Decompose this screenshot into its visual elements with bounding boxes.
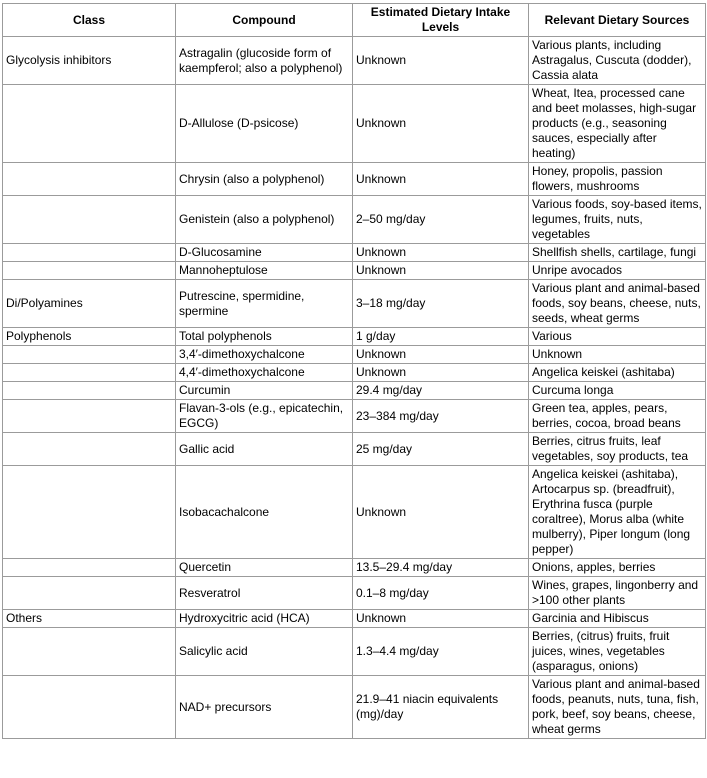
table-row xyxy=(3,244,706,262)
header-sources: Relevant Dietary Sources xyxy=(529,4,706,37)
compound-cell: Putrescine, spermidine, spermine xyxy=(176,280,353,328)
sources-cell: Curcuma longa xyxy=(529,382,706,400)
table-row xyxy=(3,466,706,559)
intake-cell: 0.1–8 mg/day xyxy=(353,577,529,610)
table-row xyxy=(3,163,706,196)
compound-cell: Total polyphenols xyxy=(176,328,353,346)
sources-cell: Wines, grapes, lingonberry and >100 other plants xyxy=(529,577,706,610)
class-cell xyxy=(3,364,176,382)
compound-cell: Curcumin xyxy=(176,382,353,400)
table-row xyxy=(3,346,706,364)
sources-cell: Berries, citrus fruits, leaf vegetables, soy products, tea xyxy=(529,433,706,466)
class-cell xyxy=(3,346,176,364)
sources-cell: Wheat, Itea, processed cane and beet molasses, high-sugar products (e.g., seasoning sauces, especially after heating) xyxy=(529,85,706,163)
table-header-row xyxy=(3,4,706,37)
table-row xyxy=(3,400,706,433)
class-cell: Polyphenols xyxy=(3,328,176,346)
table-row xyxy=(3,196,706,244)
sources-cell: Various foods, soy-based items, legumes, fruits, nuts, vegetables xyxy=(529,196,706,244)
sources-cell: Angelica keiskei (ashitaba), Artocarpus sp. (breadfruit), Erythrina fusca (purple coraltree), Morus alba (white mulberry), Piper longum (long pepper) xyxy=(529,466,706,559)
dietary-compounds-table xyxy=(2,3,706,739)
header-class: Class xyxy=(3,4,176,37)
intake-cell: Unknown xyxy=(353,37,529,85)
compound-cell: D-Allulose (D-psicose) xyxy=(176,85,353,163)
sources-cell: Honey, propolis, passion flowers, mushrooms xyxy=(529,163,706,196)
sources-cell: Unknown xyxy=(529,346,706,364)
sources-cell: Various xyxy=(529,328,706,346)
intake-cell: 1 g/day xyxy=(353,328,529,346)
compound-cell: Genistein (also a polyphenol) xyxy=(176,196,353,244)
table-row xyxy=(3,280,706,328)
class-cell xyxy=(3,196,176,244)
compound-cell: D-Glucosamine xyxy=(176,244,353,262)
compound-cell: Salicylic acid xyxy=(176,628,353,676)
sources-cell: Various plant and animal-based foods, peanuts, nuts, tuna, fish, pork, beef, soy beans, cheese, wheat germs xyxy=(529,676,706,739)
intake-cell: 13.5–29.4 mg/day xyxy=(353,559,529,577)
compound-cell: 3,4′-dimethoxychalcone xyxy=(176,346,353,364)
class-cell xyxy=(3,244,176,262)
compound-cell: Resveratrol xyxy=(176,577,353,610)
table-body xyxy=(3,37,706,739)
class-cell: Others xyxy=(3,610,176,628)
class-cell xyxy=(3,577,176,610)
sources-cell: Onions, apples, berries xyxy=(529,559,706,577)
table-row xyxy=(3,85,706,163)
table-row xyxy=(3,676,706,739)
intake-cell: 29.4 mg/day xyxy=(353,382,529,400)
sources-cell: Garcinia and Hibiscus xyxy=(529,610,706,628)
compound-cell: Flavan-3-ols (e.g., epicatechin, EGCG) xyxy=(176,400,353,433)
intake-cell: 25 mg/day xyxy=(353,433,529,466)
table-row xyxy=(3,433,706,466)
intake-cell: Unknown xyxy=(353,466,529,559)
intake-cell: Unknown xyxy=(353,610,529,628)
class-cell xyxy=(3,85,176,163)
table-row xyxy=(3,559,706,577)
class-cell: Glycolysis inhibitors xyxy=(3,37,176,85)
compound-cell: 4,4′-dimethoxychalcone xyxy=(176,364,353,382)
intake-cell: Unknown xyxy=(353,244,529,262)
compound-cell: NAD+ precursors xyxy=(176,676,353,739)
sources-cell: Green tea, apples, pears, berries, cocoa, broad beans xyxy=(529,400,706,433)
class-cell xyxy=(3,262,176,280)
class-cell xyxy=(3,400,176,433)
table-row xyxy=(3,610,706,628)
header-compound: Compound xyxy=(176,4,353,37)
table-row xyxy=(3,382,706,400)
intake-cell: 3–18 mg/day xyxy=(353,280,529,328)
class-cell xyxy=(3,382,176,400)
compound-cell: Quercetin xyxy=(176,559,353,577)
compound-cell: Gallic acid xyxy=(176,433,353,466)
class-cell xyxy=(3,559,176,577)
intake-cell: Unknown xyxy=(353,163,529,196)
compound-cell: Isobacachalcone xyxy=(176,466,353,559)
compound-cell: Mannoheptulose xyxy=(176,262,353,280)
class-cell xyxy=(3,628,176,676)
intake-cell: Unknown xyxy=(353,262,529,280)
sources-cell: Shellfish shells, cartilage, fungi xyxy=(529,244,706,262)
intake-cell: Unknown xyxy=(353,85,529,163)
sources-cell: Various plant and animal-based foods, soy beans, cheese, nuts, seeds, wheat germs xyxy=(529,280,706,328)
intake-cell: 23–384 mg/day xyxy=(353,400,529,433)
class-cell xyxy=(3,433,176,466)
intake-cell: 2–50 mg/day xyxy=(353,196,529,244)
table-row xyxy=(3,364,706,382)
compound-cell: Hydroxycitric acid (HCA) xyxy=(176,610,353,628)
table-row xyxy=(3,577,706,610)
class-cell xyxy=(3,676,176,739)
sources-cell: Various plants, including Astragalus, Cuscuta (dodder), Cassia alata xyxy=(529,37,706,85)
class-cell xyxy=(3,163,176,196)
intake-cell: Unknown xyxy=(353,346,529,364)
table-row xyxy=(3,628,706,676)
class-cell: Di/Polyamines xyxy=(3,280,176,328)
sources-cell: Berries, (citrus) fruits, fruit juices, wines, vegetables (asparagus, onions) xyxy=(529,628,706,676)
intake-cell: 1.3–4.4 mg/day xyxy=(353,628,529,676)
table-row xyxy=(3,262,706,280)
compound-cell: Astragalin (glucoside form of kaempferol; also a polyphenol) xyxy=(176,37,353,85)
intake-cell: Unknown xyxy=(353,364,529,382)
table-row xyxy=(3,328,706,346)
intake-cell: 21.9–41 niacin equivalents (mg)/day xyxy=(353,676,529,739)
table-row xyxy=(3,37,706,85)
sources-cell: Unripe avocados xyxy=(529,262,706,280)
sources-cell: Angelica keiskei (ashitaba) xyxy=(529,364,706,382)
class-cell xyxy=(3,466,176,559)
compound-cell: Chrysin (also a polyphenol) xyxy=(176,163,353,196)
header-intake: Estimated Dietary Intake Levels xyxy=(353,4,529,37)
